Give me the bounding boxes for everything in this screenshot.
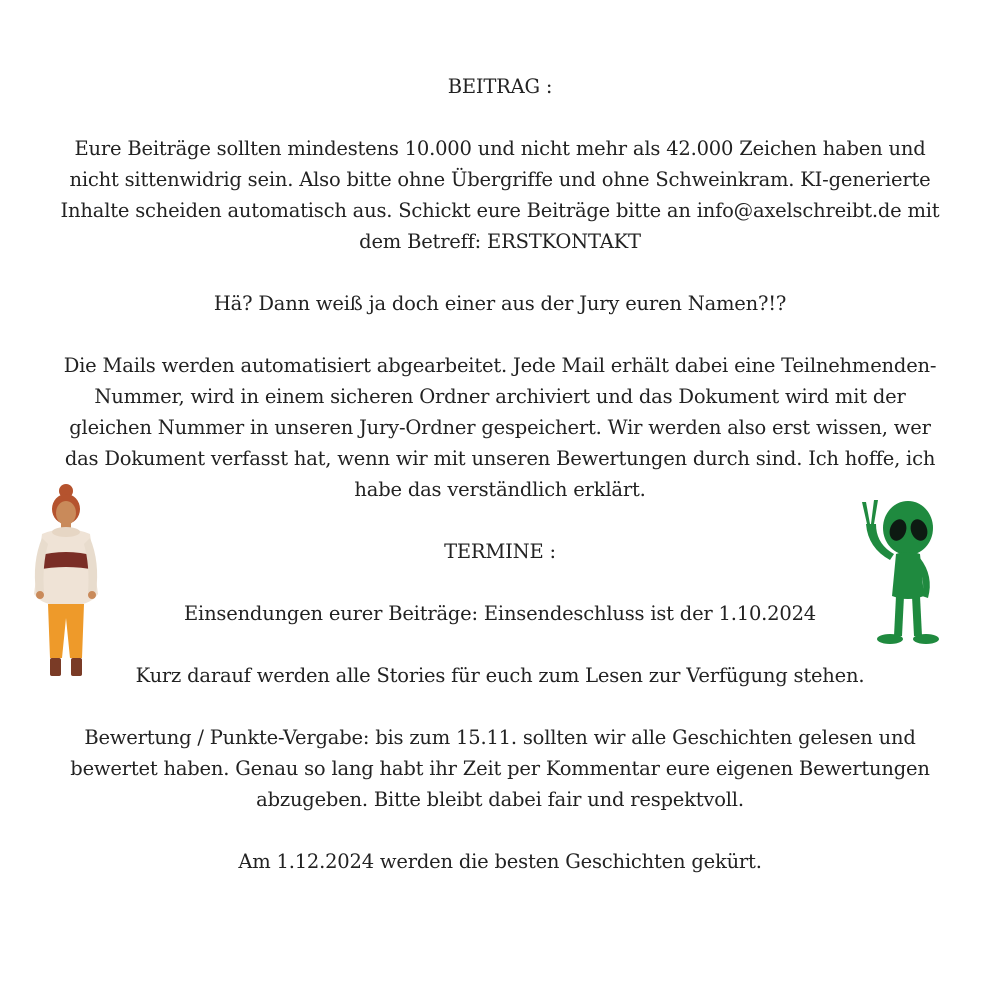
termine-heading: TERMINE : (444, 540, 556, 563)
termine-award: Am 1.12.2024 werden die besten Geschichten gekürt. (238, 850, 762, 873)
termine-deadline: Einsendungen eurer Beiträge: Einsendeschluss ist der 1.10.2024 (184, 602, 816, 625)
beitrag-paragraph-1: Eure Beiträge sollten mindestens 10.000 und nicht mehr als 42.000 Zeichen haben und nicht sittenwidrig sein. Also bitte ohne Übergriffe und ohne Schweinkram. KI-generierte Inhalte scheiden automatisch aus. Schickt eure Beiträge bitte an info@axelschreibt.de mit dem Betreff: ERSTKONTAKT (60, 137, 940, 253)
beitrag-question: Hä? Dann weiß ja doch einer aus der Jury euren Namen?!? (213, 292, 787, 315)
beitrag-heading: BEITRAG : (447, 75, 553, 98)
alien-illustration (856, 498, 946, 650)
text-column (60, 71, 940, 877)
termine-rating: Bewertung / Punkte-Vergabe: bis zum 15.11. sollten wir alle Geschichten gelesen und bewertet haben. Genau so lang habt ihr Zeit per Kommentar eure eigenen Bewertungen abzugeben. Bitte bleibt dabei fair und respektvoll. (70, 726, 930, 811)
woman-illustration (28, 482, 104, 688)
termine-reading: Kurz darauf werden alle Stories für euch zum Lesen zur Verfügung stehen. (135, 664, 865, 687)
beitrag-paragraph-2: Die Mails werden automatisiert abgearbeitet. Jede Mail erhält dabei eine Teilnehmenden-Nummer, wird in einem sicheren Ordner archiviert und das Dokument wird mit der gleichen Nummer in unseren Jury-Ordner gespeichert. Wir werden also erst wissen, wer das Dokument verfasst hat, wenn wir mit unseren Bewertungen durch sind. Ich hoffe, ich habe das verständlich erklärt. (63, 354, 937, 501)
